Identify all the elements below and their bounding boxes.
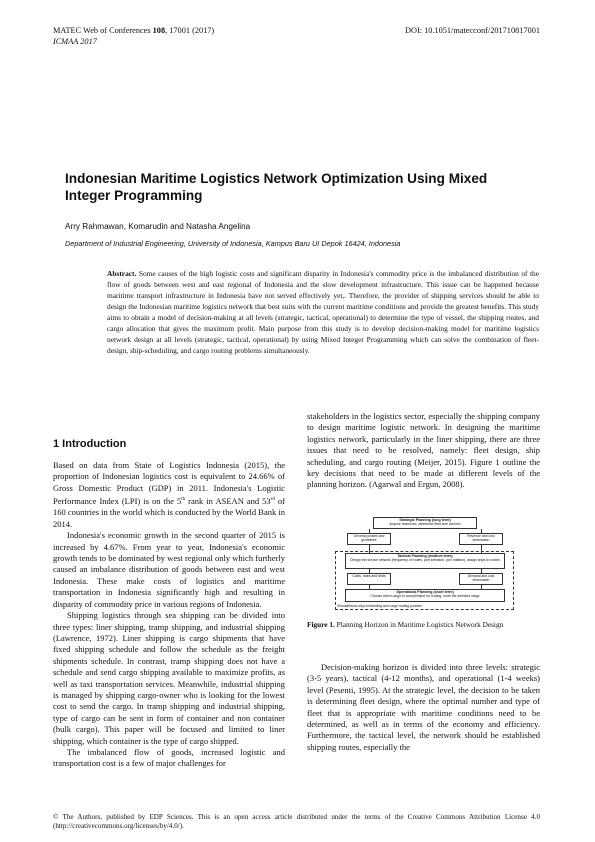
paper-authors: Arry Rahmawan, Komarudin and Natasha Angelina <box>65 222 251 231</box>
figure-dashed-label: Simultaneous ship scheduling and cargo routing problem <box>337 604 423 608</box>
paragraph: Based on data from State of Logistics Indonesia (2015), the proportion of Indonesian logistics cost is equivalent to 24.66% of Gross Domestic Product (GDP) in 2011. Indonesia's Logistic Performance Index (LPI) is on the 5th rank in ASEAN and 53rd of 160 countries in the world which is conducted by the World Bank in 2014. <box>53 460 285 529</box>
article-number: , 17001 (2017) <box>165 26 215 35</box>
column-right-bottom <box>307 662 540 753</box>
paragraph: Decision-making horizon is divided into three levels: strategic (3-5 years), tactical (4-12 months), and operational (1-4 weeks) level (Pesenti, 1995). At the strategic level, the decision to be taken is determining fleet design, where the optimal number and type of fleet that is appropriate with maritime conditions need to be determined, as well as in terms of the economy and efficiency. Furthermore, the tactical level, the network should be established shipping routes, especially the <box>307 662 540 752</box>
figure-connector <box>369 569 370 573</box>
paper-title: Indonesian Maritime Logistics Network Optimization Using Mixed Integer Programming <box>65 171 488 203</box>
figure-strategic-box: Strategic Planning (long term) Acquire resources, determine fleet size and mix <box>373 517 477 529</box>
paper-affiliation: Department of Industrial Engineering, University of Indonesia, Kampus Baru UI Depok 16424, Indonesia <box>65 239 401 248</box>
column-left <box>53 460 285 770</box>
abstract-text: Some causes of the high logistic costs and significant disparity in Indonesia's commodity price is the imbalanced distribution of the flow of goods between west and east regional of Indonesia and the slow development infrastructure. This issue can be happened because maritime transport infrastructure in Indonesia have not served effectively yet,. Therefore, the provider of shipping services should be able to design the Indonesian maritime logistics network that best suits with the current maritime conditions and provide the greatest benefits. This study aims to obtain a model of decision-making at all levels (strategic, tactical, operational) to determine the type of vessel, the shipping routes, and cargo allocation that gives the maximum profit. Main purpose from this study is to develop decision-making model for maritime logistics network design at all levels (strategic, tactical, operational) by using Mixed Integer Programming which can solve the combination of fleet-design, ship-scheduling, and cargo routing problems simultaneously. <box>107 269 539 356</box>
figure-connector <box>481 545 482 553</box>
figure-connector <box>369 585 370 589</box>
license-footer: © The Authors, published by EDP Sciences. This is an open access article distributed under the terms of the Creative Commons Attribution License 4.0 (http://creativecommons.org/licenses/by/4.0/). <box>53 813 540 831</box>
figure-side-box: Demand and cost information <box>459 573 503 585</box>
figure-connector <box>481 585 482 589</box>
figure-side-box: Costs, rates and limits <box>347 573 391 585</box>
journal-name: MATEC Web of Conferences <box>53 26 151 35</box>
figure-caption: Figure 1. Planning Horizon in Maritime Logistics Network Design <box>307 620 504 629</box>
figure-side-box: General policies and guidelines <box>347 533 391 545</box>
conference-name: ICMAA 2017 <box>53 37 97 46</box>
figure-planning-horizon <box>335 517 514 610</box>
column-right-top <box>307 411 540 491</box>
figure-connector <box>481 569 482 573</box>
running-header <box>53 26 214 36</box>
figure-connector <box>369 529 370 533</box>
paragraph: Shipping logistics through sea shipping can be divided into three types: liner shipping, tramp shipping, and industrial shipping (Lawrence, 1972). Liner shipping is cargo shipments that have fixed shipping schedule and follow the schedule as the freight shipments schedule. In contrast, tramp shipping does not have a schedule and send cargo shipping available to maximize profits, as well as taxi transportation services. Meanwhile, industrial shipping is managed by shipping cargo-owner who is looking for the lowest cost to send the cargo. In tramp shipping and industrial shipping, type of cargo can be sent in form of container and non container (bulk cargo). This paper will be focused and limited to liner shipping, which container is the type of cargo shipped. <box>53 610 285 746</box>
figure-operational-box: Operational Planning (short term) Choose which cargo to accept/reject for routing, route the selected cargo <box>345 589 505 602</box>
abstract <box>107 268 539 356</box>
paragraph: stakeholders in the logistics sector, especially the shipping company to design maritime logistic network. In designing the maritime logistics network, particularly in the liner shipping, there are three issues that need to be resolved, namely: fleet design, ship scheduling, and cargo routing (Meijer, 2015). Figure 1 outline the key decisions that need to be made at different levels of the planning horizon. (Agarwal and Ergun, 2008). <box>307 411 540 490</box>
doi-link[interactable]: DOI: 10.1051/matecconf/201710817001 <box>404 26 540 35</box>
journal-volume: 108 <box>152 26 166 35</box>
figure-connector <box>481 529 482 533</box>
section-heading: 1 Introduction <box>53 438 127 450</box>
figure-connector <box>369 545 370 553</box>
figure-tactical-box: Tactical Planning (medium term) Design the service network (frequency of routes, port selection, port rotation), assign ships to routes <box>345 553 505 569</box>
figure-side-box: Revenue and cost information <box>459 533 503 545</box>
paragraph: The imbalanced flow of goods, increased logistic and transportation cost is a few of major challenges for <box>53 746 285 769</box>
abstract-label: Abstract. <box>107 269 137 278</box>
paragraph: Indonesia's economic growth in the second quarter of 2015 is increased by 4.67%. From year to year, Indonesia's economic growth tends to be dominated by west regional only which furtherly caused an imbalance distribution of goods between east and west Indonesia. These make costs of logistics and maritime transportation in Indonesia significantly high and resulting in disparity of commodity price in various regions of Indonesia. <box>53 530 285 609</box>
